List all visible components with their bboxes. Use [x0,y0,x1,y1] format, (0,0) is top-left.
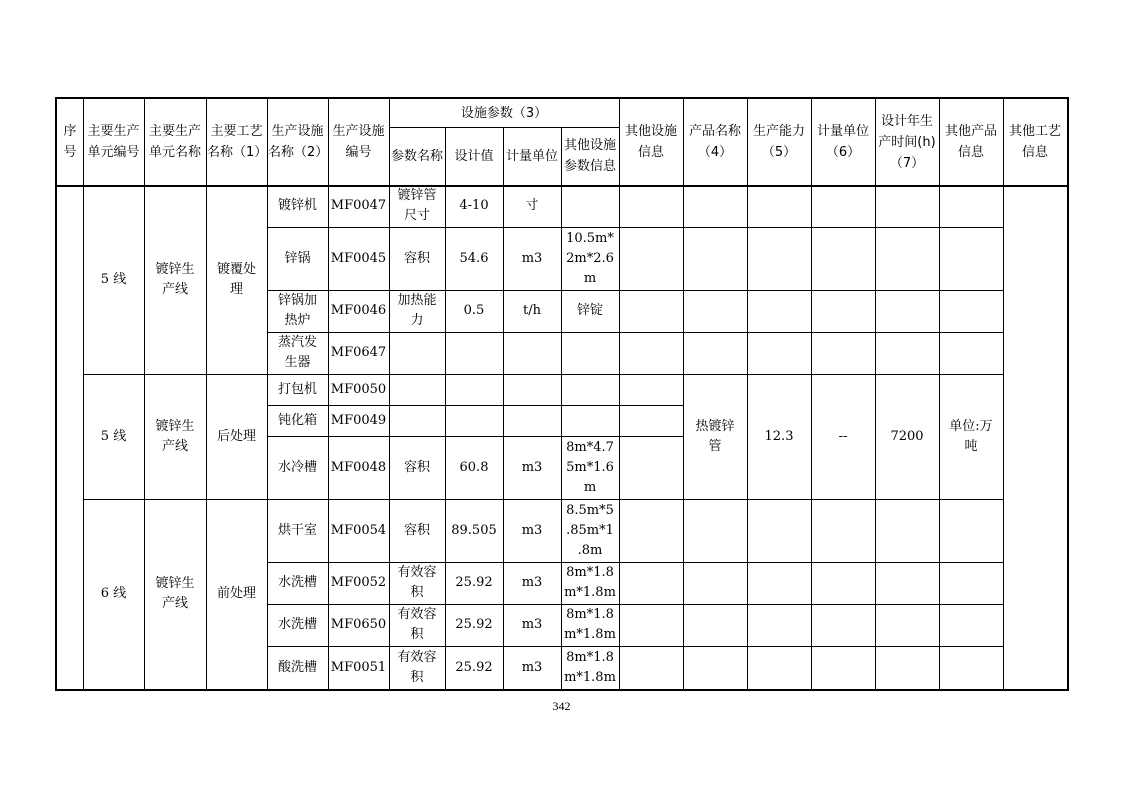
header-facility-name: 生产设施 名称（2） [268,124,329,160]
product-design-hours: 7200 [890,428,924,444]
row-code: MF0045 [330,250,387,266]
row-other: 8m*4.7 5m*1.6 m [566,439,614,495]
row-code: MF0046 [330,303,387,318]
row-facility: 锌锅 [284,250,311,266]
row-other: 10.5m* 2m*2.6 m [566,230,614,286]
row-other: 锌锭 [576,303,603,318]
row-facility: 蒸汽发 生器 [277,335,317,370]
row-other: 8m*1.8 m*1.8m [564,565,616,600]
row-value: 89.505 [451,522,497,538]
header-unit-code: 主要生产 单元编号 [87,124,140,160]
group-2-unit-code: 5 线 [100,428,127,444]
row-other: 8.5m*5 .85m*1 .8m [566,502,614,558]
row-code: MF0052 [330,575,387,590]
row-param: 有效容 积 [397,565,437,600]
row-facility: 水冷槽 [277,459,317,475]
row-param: 有效容 积 [397,649,437,685]
header-facility-code: 生产设施 编号 [332,124,385,160]
row-param: 加热能 力 [397,293,437,328]
product-other-info: 单位:万 吨 [949,418,993,454]
row-value: 54.6 [459,250,489,266]
row-other [561,185,619,227]
group-3-process: 前处理 [216,586,256,601]
row-code: MF0650 [330,617,387,632]
header-other-param-info: 其他设施 参数信息 [563,138,616,174]
row-param: 容积 [403,522,430,538]
row-unit: m3 [521,459,543,475]
page-number: 342 [552,699,571,713]
header-capacity-unit: 计量单位 （6） [816,124,869,160]
row-unit: m3 [521,617,543,632]
row-code: MF0048 [330,459,387,475]
row-code: MF0647 [330,345,387,360]
product-name: 热镀锌 管 [695,418,735,454]
row-param: 有效容 积 [397,607,437,642]
group-2-unit-name: 镀锌生 产线 [155,418,195,454]
row-unit: 寸 [525,198,539,213]
row-value: 60.8 [459,459,489,475]
header-process-name: 主要工艺 名称（1） [207,124,268,160]
row-code: MF0051 [330,659,387,675]
group-1-unit-code: 5 线 [100,271,127,287]
row-param: 镀锌管 尺寸 [397,188,437,223]
row-unit: t/h [523,303,541,318]
group-1-unit-name: 镀锌生 产线 [155,261,195,297]
row-param: 容积 [403,250,430,266]
product-capacity-unit: -- [838,428,848,444]
row-value: 0.5 [463,303,485,318]
row-value: 25.92 [455,617,493,632]
row-value: 25.92 [455,575,493,590]
row-facility: 水洗槽 [277,617,317,632]
row-param: 容积 [403,459,430,475]
row-value: 4-10 [459,198,489,213]
row-code: MF0049 [330,412,387,428]
header-unit-name: 主要生产 单元名称 [148,124,201,160]
group-3-unit-name: 镀锌生 产线 [155,576,195,611]
header-design-hours: 设计年生 产时间(h) （7） [878,113,936,171]
row-code: MF0050 [330,381,387,397]
header-product-name: 产品名称 （4） [688,124,741,160]
row-unit: m3 [521,575,543,590]
row-other: 8m*1.8 m*1.8m [564,607,616,642]
row-facility: 打包机 [277,381,317,397]
row-facility: 钝化箱 [277,412,317,428]
header-seq: 序 号 [63,124,77,160]
group-3-unit-code: 6 线 [100,586,127,601]
group-2-process: 后处理 [216,428,256,444]
header-param-name: 参数名称 [390,148,443,164]
product-capacity: 12.3 [764,428,794,444]
row-facility: 锌锅加 热炉 [277,293,317,328]
header-other-process-info: 其他工艺 信息 [1008,124,1061,160]
row-unit: m3 [521,522,543,538]
header-design-value: 设计值 [454,148,494,164]
header-other-product-info: 其他产品 信息 [944,124,997,160]
row-facility: 水洗槽 [277,575,317,590]
group-1-process: 镀覆处 理 [216,261,256,297]
row-facility: 镀锌机 [277,198,317,213]
header-params-group: 设施参数（3） [460,105,548,121]
equipment-table [55,97,1069,691]
row-unit: m3 [521,250,543,266]
row-code: MF0047 [330,198,387,213]
header-unit: 计量单位 [505,148,558,164]
row-other: 8m*1.8 m*1.8m [564,649,616,685]
header-other-facility-info: 其他设施 信息 [624,124,677,160]
row-facility: 酸洗槽 [277,659,317,675]
row-value: 25.92 [455,659,493,675]
row-facility: 烘干室 [277,522,317,538]
row-unit: m3 [521,659,543,675]
header-capacity: 生产能力 （5） [752,124,805,160]
row-code: MF0054 [330,522,387,538]
